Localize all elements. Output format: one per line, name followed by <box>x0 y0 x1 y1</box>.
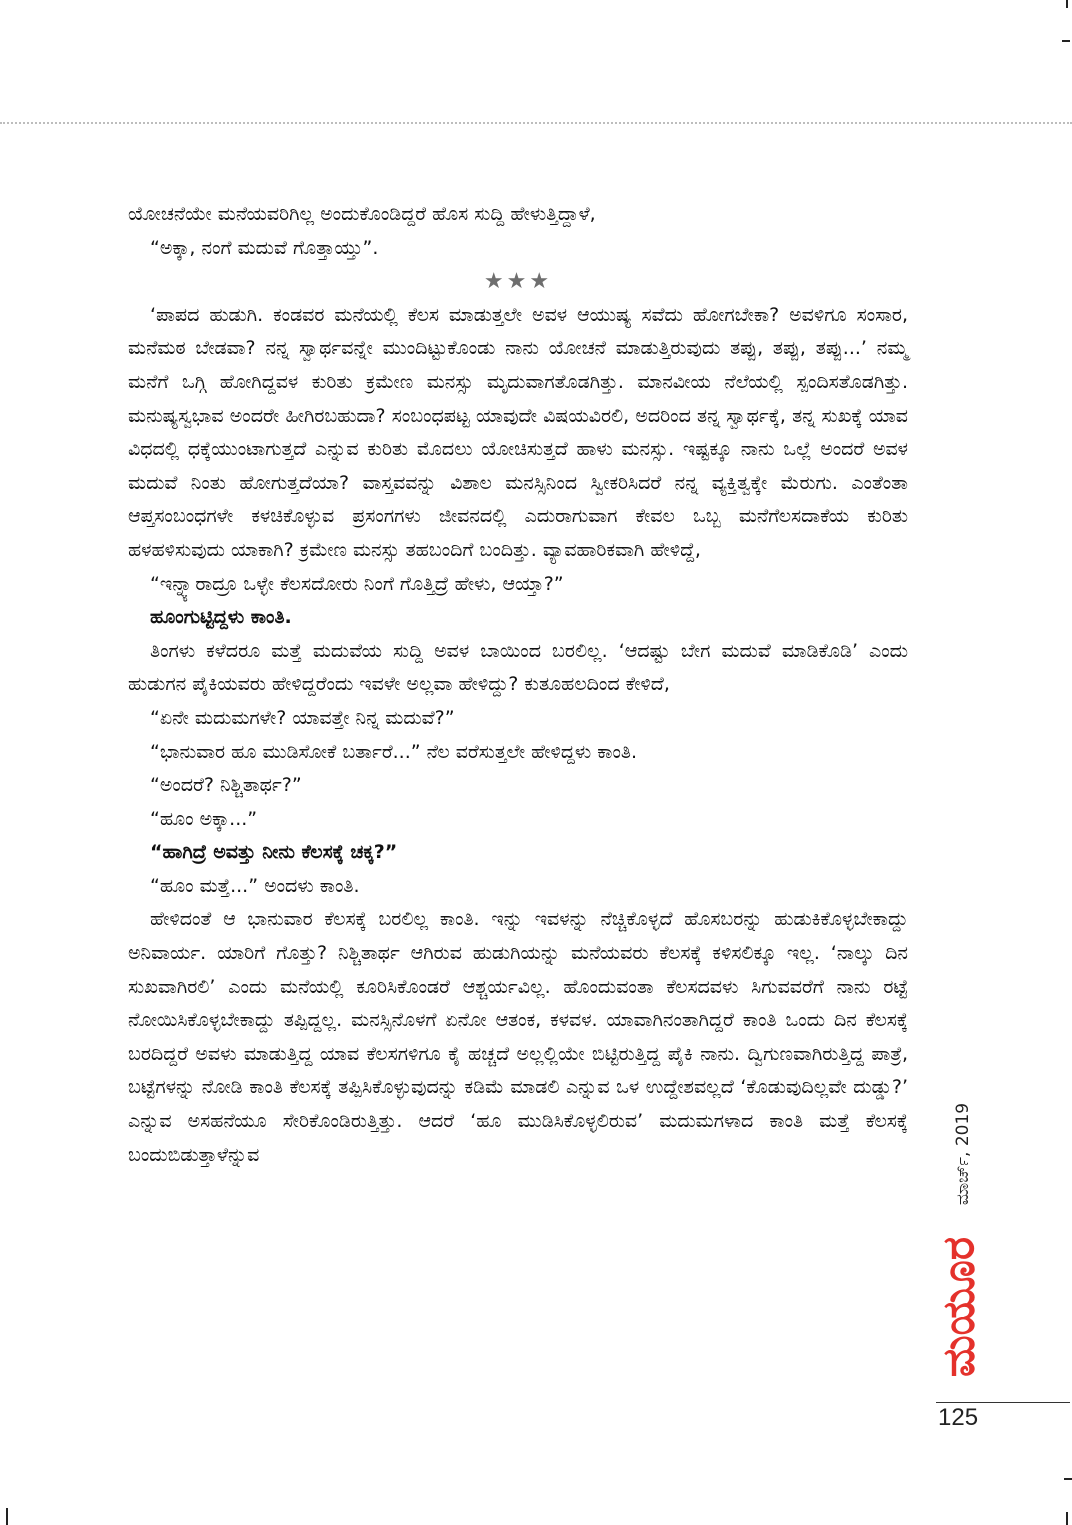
paragraph: ತಿಂಗಳು ಕಳೆದರೂ ಮತ್ತೆ ಮದುವೆಯ ಸುದ್ದಿ ಅವಳ ಬಾಯಿಂದ ಬರಲಿಲ್ಲ. ‘ಆದಷ್ಟು ಬೇಗ ಮದುವೆ ಮಾಡಿಕೊಡಿ’ ಎಂದು ಹುಡುಗನ ಪೈಕಿಯವರು ಹೇಳಿದ್ದರೆಂದು ಇವಳೇ ಅಲ್ಲವಾ ಹೇಳಿದ್ದು? ಕುತೂಹಲದಿಂದ ಕೇಳಿದೆ, <box>128 639 908 696</box>
crop-mark <box>1066 1512 1068 1525</box>
paragraph: ಹೂಂಗುಟ್ಟಿದ್ದಳು ಕಾಂತಿ. <box>150 606 292 629</box>
crop-mark <box>1062 40 1070 42</box>
paragraph: “ಇನ್ನ್ಯಾರಾದ್ರೂ ಒಳ್ಳೇ ಕೆಲಸದೋರು ನಿಂಗೆ ಗೊತ್ತಿದ್ರೆ ಹೇಳು, ಆಯ್ತಾ?” <box>150 572 564 595</box>
paragraph: ‘ಪಾಪದ ಹುಡುಗಿ. ಕಂಡವರ ಮನೆಯಲ್ಲಿ ಕೆಲಸ ಮಾಡುತ್ತಲೇ ಅವಳ ಆಯುಷ್ಯ ಸವೆದು ಹೋಗಬೇಕಾ? ಅವಳಿಗೂ ಸಂಸಾರ, ಮನೆಮಠ ಬೇಡವಾ? ನನ್ನ ಸ್ವಾರ್ಥವನ್ನೇ ಮುಂದಿಟ್ಟುಕೊಂಡು ನಾನು ಯೋಚನೆ ಮಾಡುತ್ತಿರುವುದು ತಪ್ಪು, ತಪ್ಪು, ತಪ್ಪು...’ ನಮ್ಮ ಮನೆಗೆ ಒಗ್ಗಿ ಹೋಗಿದ್ದವಳ ಕುರಿತು ಕ್ರಮೇಣ ಮನಸ್ಸು ಮೃದುವಾಗತೊಡಗಿತ್ತು. ಮಾನವೀಯ ನೆಲೆಯಲ್ಲಿ ಸ್ಪಂದಿಸತೊಡಗಿತ್ತು. ಮನುಷ್ಯಸ್ವಭಾವ ಅಂದರೇ ಹೀಗಿರಬಹುದಾ? ಸಂಬಂಧಪಟ್ಟ ಯಾವುದೇ ವಿಷಯವಿರಲಿ, ಅದರಿಂದ ತನ್ನ ಸ್ವಾರ್ಥಕ್ಕೆ, ತನ್ನ ಸುಖಕ್ಕೆ ಯಾವ ವಿಧದಲ್ಲಿ ಧಕ್ಕೆಯುಂಟಾಗುತ್ತದೆ ಎನ್ನುವ ಕುರಿತು ಮೊದಲು ಯೋಚಿಸುತ್ತದೆ ಹಾಳು ಮನಸ್ಸು. ಇಷ್ಟಕ್ಕೂ ನಾನು ಒಲ್ಲೆ ಅಂದರೆ ಅವಳ ಮದುವೆ ನಿಂತು ಹೋಗುತ್ತದೆಯಾ? ವಾಸ್ತವವನ್ನು ವಿಶಾಲ ಮನಸ್ಸಿನಿಂದ ಸ್ವೀಕರಿಸಿದರೆ ನನ್ನ ವ್ಯಕ್ತಿತ್ವಕ್ಕೇ ಮೆರುಗು. ಎಂತೆಂತಾ ಆಪ್ತಸಂಬಂಧಗಳೇ ಕಳಚಿಕೊಳ್ಳುವ ಪ್ರಸಂಗಗಳು ಜೀವನದಲ್ಲಿ ಎದುರಾಗುವಾಗ ಕೇವಲ ಒಬ್ಬ ಮನೆಗೆಲಸದಾಕೆಯ ಕುರಿತು ಹಳಹಳಿಸುವುದು ಯಾಕಾಗಿ? ಕ್ರಮೇಣ ಮನಸ್ಸು ತಹಬಂದಿಗೆ ಬಂದಿತ್ತು. ವ್ಯಾವಹಾರಿಕವಾಗಿ ಹೇಳಿದ್ದೆ, <box>128 303 908 561</box>
paragraph: “ಹೂಂ ಮತ್ತೆ...” ಅಂದಳು ಕಾಂತಿ. <box>150 874 360 897</box>
paragraph: ಹೇಳಿದಂತೆ ಆ ಭಾನುವಾರ ಕೆಲಸಕ್ಕೆ ಬರಲಿಲ್ಲ ಕಾಂತಿ. ಇನ್ನು ಇವಳನ್ನು ನೆಚ್ಚಿಕೊಳ್ಳದೆ ಹೊಸಬರನ್ನು ಹುಡುಕಿಕೊಳ್ಳಬೇಕಾದ್ದು ಅನಿವಾರ್ಯ. ಯಾರಿಗೆ ಗೊತ್ತು? ನಿಶ್ಚಿತಾರ್ಥ ಆಗಿರುವ ಹುಡುಗಿಯನ್ನು ಮನೆಯವರು ಕೆಲಸಕ್ಕೆ ಕಳಿಸಲಿಕ್ಕೂ ಇಲ್ಲ. ‘ನಾಲ್ಕು ದಿನ ಸುಖವಾಗಿರಲಿ’ ಎಂದು ಮನೆಯಲ್ಲಿ ಕೂರಿಸಿಕೊಂಡರೆ ಆಶ್ಚರ್ಯವಿಲ್ಲ. ಹೊಂದುವಂತಾ ಕೆಲಸದವಳು ಸಿಗುವವರೆಗೆ ನಾನು ರಟ್ಟೆ ನೋಯಿಸಿಕೊಳ್ಳಬೇಕಾದ್ದು ತಪ್ಪಿದ್ದಲ್ಲ. ಮನಸ್ಸಿನೊಳಗೆ ಏನೋ ಆತಂಕ, ಕಳವಳ. ಯಾವಾಗಿನಂತಾಗಿದ್ದರೆ ಕಾಂತಿ ಒಂದು ದಿನ ಕೆಲಸಕ್ಕೆ ಬರದಿದ್ದರೆ ಅವಳು ಮಾಡುತ್ತಿದ್ದ ಯಾವ ಕೆಲಸಗಳಿಗೂ ಕೈ ಹಚ್ಚದೆ ಅಲ್ಲಲ್ಲಿಯೇ ಬಿಟ್ಟಿರುತ್ತಿದ್ದ ಪೈಕಿ ನಾನು. ದ್ವಿಗುಣವಾಗಿರುತ್ತಿದ್ದ ಪಾತ್ರೆ, ಬಟ್ಟೆಗಳನ್ನು ನೋಡಿ ಕಾಂತಿ ಕೆಲಸಕ್ಕೆ ತಪ್ಪಿಸಿಕೊಳ್ಳುವುದನ್ನು ಕಡಿಮೆ ಮಾಡಲಿ ಎನ್ನುವ ಒಳ ಉದ್ದೇಶವಲ್ಲದೆ ‘ಕೊಡುವುದಿಲ್ಲವೇ ದುಡ್ಡು?’ ಎನ್ನುವ ಅಸಹನೆಯೂ ಸೇರಿಕೊಂಡಿರುತ್ತಿತ್ತು. ಆದರೆ ‘ಹೂ ಮುಡಿಸಿಕೊಳ್ಳಲಿರುವ’ ಮದುಮಗಳಾದ ಕಾಂತಿ ಮತ್ತೆ ಕೆಲಸಕ್ಕೆ ಬಂದುಬಿಡುತ್ತಾಳೆನ್ನುವ <box>128 908 908 1166</box>
paragraph: “ಹೂಂ ಅಕ್ಕಾ...” <box>150 807 258 830</box>
article-body <box>128 198 908 1172</box>
paragraph: “ಏನೇ ಮದುಮಗಳೇ? ಯಾವತ್ತೇ ನಿನ್ನ ಮದುವೆ?” <box>150 706 455 729</box>
paragraph: “ಅಂದರೆ? ನಿಶ್ಚಿತಾರ್ಥ?” <box>150 774 302 797</box>
paragraph: ಯೋಚನೆಯೇ ಮನೆಯವರಿಗಿಲ್ಲ ಅಂದುಕೊಂಡಿದ್ದರೆ ಹೊಸ ಸುದ್ದಿ ಹೇಳುತ್ತಿದ್ದಾಳೆ, <box>128 203 596 225</box>
paragraph: “ಅಕ್ಕಾ, ನಂಗೆ ಮದುವೆ ಗೊತ್ತಾಯ್ತು”. <box>150 236 379 259</box>
page-number: 125 <box>938 1404 979 1431</box>
paragraph: “ಹಾಗಿದ್ರೆ ಅವತ್ತು ನೀನು ಕೆಲಸಕ್ಕೆ ಚಕ್ಕ?” <box>150 841 398 864</box>
crop-mark <box>1066 0 1068 8</box>
magazine-logo <box>930 1226 988 1388</box>
header-dotted-rule <box>0 122 1072 124</box>
section-separator-stars: ★★★ <box>483 269 553 295</box>
crop-mark <box>1064 1478 1072 1480</box>
magazine-logo-text: ಮಯೂರ <box>933 1236 985 1378</box>
sidebar-issue-date <box>938 1086 988 1221</box>
paragraph: “ಭಾನುವಾರ ಹೂ ಮುಡಿಸೋಕೆ ಬರ್ತಾರೆ...” ನೆಲ ವರೆಸುತ್ತಲೇ ಹೇಳಿದ್ದಳು ಕಾಂತಿ. <box>150 740 638 763</box>
page-number-rule <box>936 1402 1070 1403</box>
issue-date-text: ಮಾರ್ಚ್, 2019 <box>953 1102 973 1205</box>
crop-mark <box>6 1508 8 1525</box>
